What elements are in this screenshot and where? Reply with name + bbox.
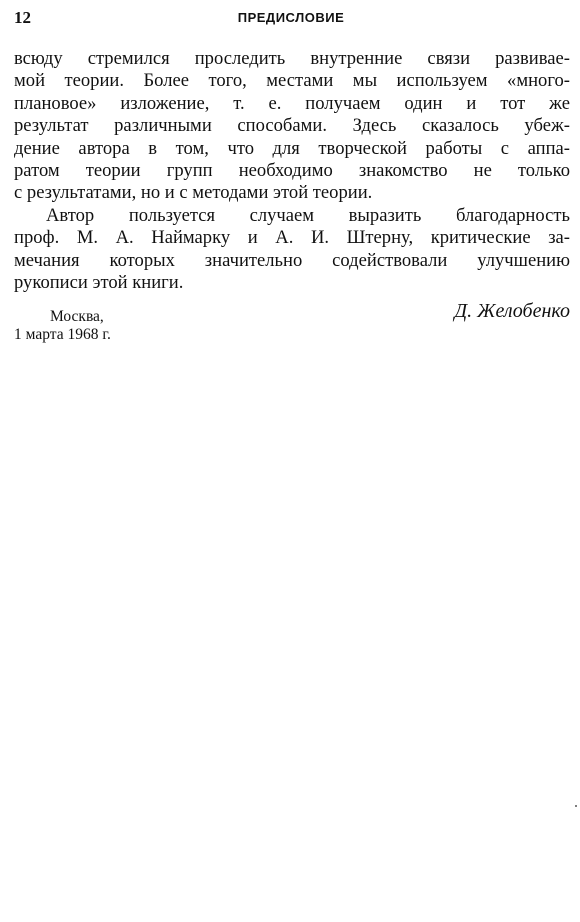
- running-head: ПРЕДИСЛОВИЕ: [237, 10, 345, 25]
- print-speck: [575, 805, 577, 807]
- text-line: результат различными способами. Здесь сказалось убеж-: [14, 115, 570, 137]
- text-line: дение автора в том, что для творческой работы с аппа-: [14, 137, 570, 159]
- text-line: рукописи этой книги.: [14, 272, 184, 294]
- place-of-writing: Москва,: [50, 308, 104, 325]
- text-line: плановое» изложение, т. е. получаем один и тот же: [14, 92, 570, 114]
- text-line: проф. М. А. Наймарку и А. И. Штерну, критические за-: [14, 227, 570, 249]
- text-line: с результатами, но и с методами этой теории.: [14, 182, 373, 204]
- author-signature: Д. Желобенко: [454, 300, 570, 322]
- page-header: [14, 8, 568, 30]
- signature-block: [14, 300, 570, 350]
- text-line: мечания которых значительно содействовали улучшению: [14, 249, 570, 271]
- date-of-writing: 1 марта 1968 г.: [14, 326, 111, 343]
- text-line: мой теории. Более того, местами мы используем «много-: [14, 70, 570, 92]
- text-line: ратом теории групп необходимо знакомство не только: [14, 160, 570, 182]
- page-number: 12: [14, 8, 31, 27]
- text-line: всюду стремился проследить внутренние связи развивае-: [14, 48, 570, 69]
- text-line: Автор пользуется случаем выразить благодарность: [46, 204, 570, 226]
- preface-text: [14, 48, 570, 294]
